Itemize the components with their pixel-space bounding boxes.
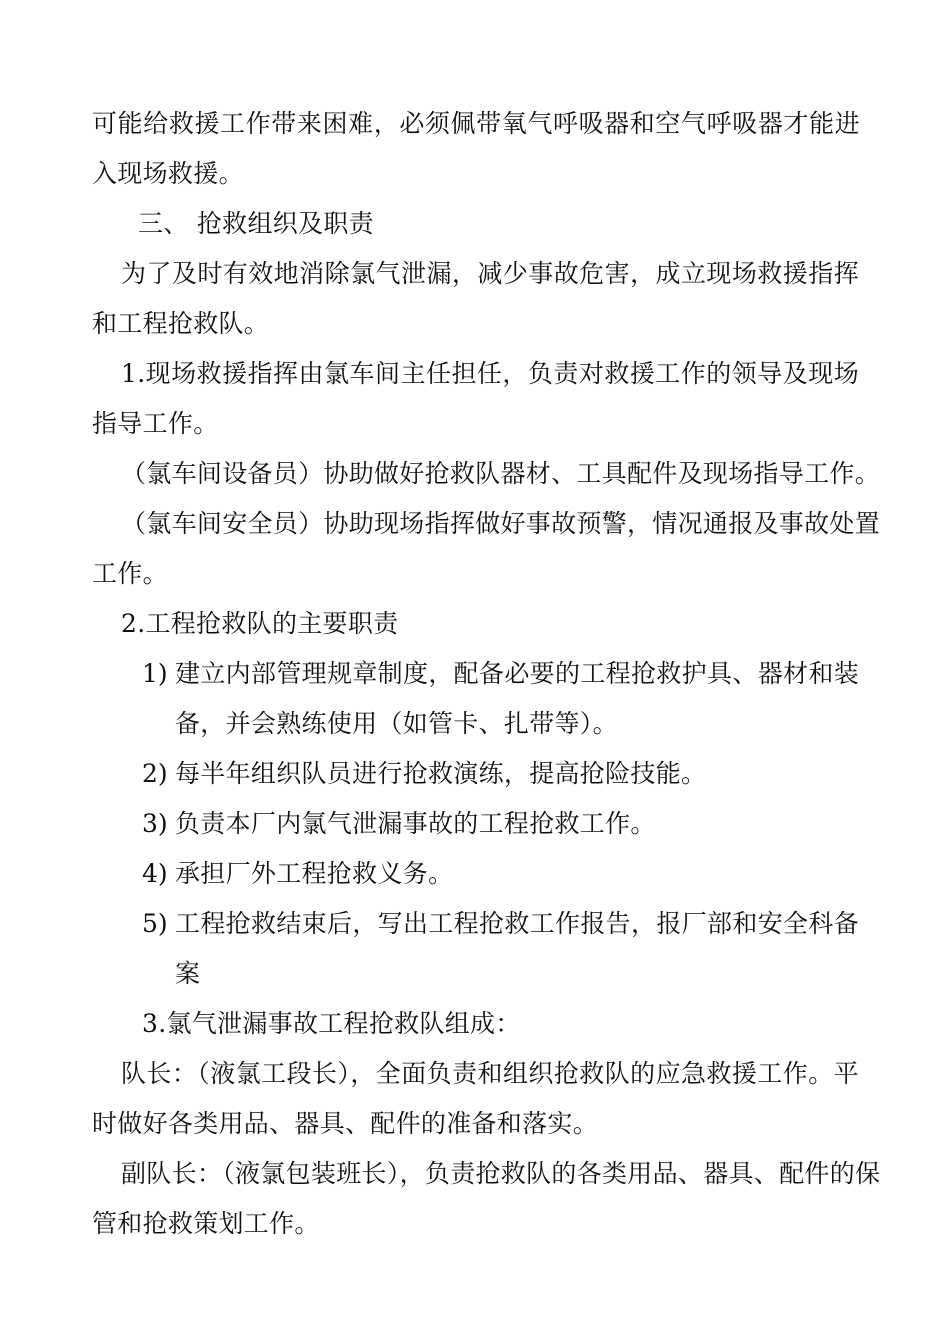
paragraph-line: 副队长：（液氯包装班长），负责抢救队的各类用品、器具、配件的保 — [121, 1159, 881, 1188]
list-number: 3) — [142, 809, 168, 838]
section-heading: 三、 抢救组织及职责 — [138, 209, 374, 238]
paragraph-line: 队长：（液氯工段长），全面负责和组织抢救队的应急救援工作。平 — [121, 1059, 859, 1088]
paragraph-line: 时做好各类用品、器具、配件的准备和落实。 — [92, 1109, 599, 1138]
paragraph-line: 指导工作。 — [92, 409, 219, 438]
list-item-line: 备，并会熟练使用（如管卡、扎带等）。 — [175, 709, 618, 738]
list-item-line: 建立内部管理规章制度，配备必要的工程抢救护具、器材和装 — [175, 659, 859, 688]
list-item-line: 每半年组织队员进行抢救演练，提高抢险技能。 — [175, 759, 707, 788]
list-item-line: 承担厂外工程抢救义务。 — [175, 859, 454, 888]
list-item-line: 负责本厂内氯气泄漏事故的工程抢救工作。 — [175, 809, 656, 838]
list-item-line: 工程抢救结束后，写出工程抢救工作报告，报厂部和安全科备 — [175, 909, 859, 938]
paragraph-line: 可能给救援工作带来困难，必须佩带氧气呼吸器和空气呼吸器才能进 — [92, 109, 860, 138]
paragraph-line: 和工程抢救队。 — [92, 309, 270, 338]
paragraph-line: 入现场救援。 — [92, 159, 244, 188]
paragraph-line: 1.现场救援指挥由氯车间主任担任，负责对救援工作的领导及现场 — [121, 359, 859, 388]
paragraph-line: 工作。 — [92, 559, 168, 588]
list-number: 4) — [142, 859, 168, 888]
paragraph-line: （氯车间设备员）协助做好抢救队器材、工具配件及现场指导工作。 — [121, 459, 881, 488]
paragraph-line: 为了及时有效地消除氯气泄漏，减少事故危害，成立现场救援指挥 — [121, 259, 859, 288]
list-number: 2) — [142, 759, 168, 788]
list-number: 1) — [142, 659, 168, 688]
list-item-line: 案 — [175, 959, 201, 988]
list-number: 5) — [142, 909, 168, 938]
subsection-heading: 2.工程抢救队的主要职责 — [121, 609, 399, 638]
subsection-heading: 3.氯气泄漏事故工程抢救队组成： — [142, 1009, 521, 1038]
paragraph-line: 管和抢救策划工作。 — [92, 1209, 320, 1238]
paragraph-line: （氯车间安全员）协助现场指挥做好事故预警，情况通报及事故处置 — [121, 509, 881, 538]
